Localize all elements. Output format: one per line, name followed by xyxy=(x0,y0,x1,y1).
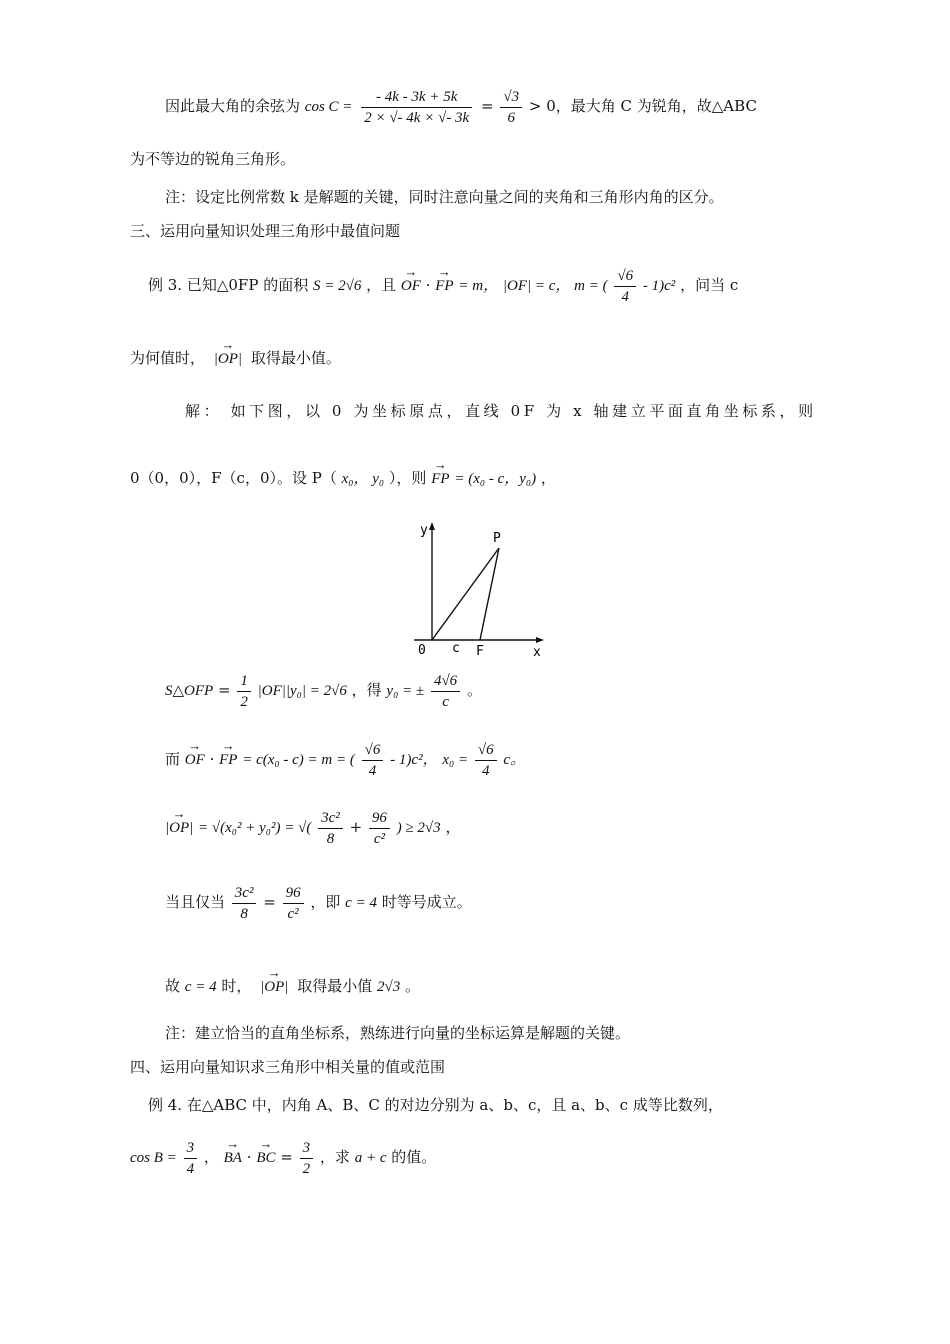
text: 时， xyxy=(221,977,252,995)
math: y₀ = ± xyxy=(386,683,425,699)
math: = √(x₀² + y₀²) = √( xyxy=(198,820,312,836)
fraction xyxy=(362,740,384,781)
fraction xyxy=(232,883,257,924)
y-arrow xyxy=(429,522,435,530)
numerator: √3 xyxy=(500,87,522,108)
fraction xyxy=(500,87,522,128)
denominator: 2 xyxy=(240,693,248,710)
denominator: 8 xyxy=(240,905,248,922)
denominator: 4 xyxy=(368,762,377,779)
y-label: y xyxy=(420,523,428,538)
vector: → BC xyxy=(256,1128,275,1180)
numerator: 3 xyxy=(300,1138,314,1159)
math: cos B = xyxy=(130,1150,177,1166)
section-heading: 三、运用向量知识处理三角形中最值问题 xyxy=(130,222,401,240)
coordinate-diagram xyxy=(400,518,550,660)
text: 当且仅当 xyxy=(165,893,226,911)
area-equation xyxy=(165,668,482,713)
text: 取得最小值。 xyxy=(250,349,341,367)
numerator: 96 xyxy=(369,808,390,829)
numerator: - 4k - 3k + 5k xyxy=(361,87,472,108)
text: ，问当 c xyxy=(680,276,739,294)
numerator: 4√6 xyxy=(431,671,460,692)
numerator: √6 xyxy=(614,266,636,287)
math: - 1)c²， xyxy=(390,752,438,768)
dot: · xyxy=(425,276,431,294)
math: = m， xyxy=(458,278,499,294)
text: > 0，最大角 C 为锐角，故△ABC xyxy=(528,97,757,115)
text: 时等号成立。 xyxy=(381,893,472,911)
dot: · xyxy=(246,1148,252,1166)
denominator: c² xyxy=(373,830,385,847)
vector: → |OP| xyxy=(214,340,242,370)
vector: → FP xyxy=(435,258,453,306)
math: ) ≥ 2√3 xyxy=(396,820,441,836)
example-3-cont xyxy=(130,340,341,370)
origin-label: 0 xyxy=(418,643,426,658)
point-p-label: P xyxy=(493,531,501,546)
math: = c(x₀ - c) = m = ( xyxy=(242,752,355,768)
denominator: 2 × √- 4k × √- 3k xyxy=(364,109,470,126)
equality-condition xyxy=(165,880,472,925)
math: 2√3 xyxy=(376,979,401,995)
example-4-cont xyxy=(130,1128,436,1180)
text: ，求 xyxy=(319,1148,350,1166)
text: 的值。 xyxy=(391,1148,437,1166)
text: 。 xyxy=(405,977,421,995)
denominator: 4 xyxy=(186,1160,195,1177)
fraction xyxy=(184,1138,198,1179)
math: x₀， y₀ xyxy=(341,471,385,487)
math: = xyxy=(481,97,494,115)
numerator: 3 xyxy=(184,1138,198,1159)
x-arrow xyxy=(536,637,544,643)
dot-product-equation xyxy=(165,730,525,782)
numerator: √6 xyxy=(475,740,497,761)
math: c。 xyxy=(503,752,526,768)
vector: → OF xyxy=(185,730,205,782)
text: ，得 xyxy=(351,681,382,699)
text: 故 xyxy=(165,977,181,995)
numerator: 3c² xyxy=(318,808,343,829)
text: ，即 xyxy=(310,893,341,911)
math: S = 2√6 xyxy=(312,278,362,294)
fraction xyxy=(318,808,343,849)
numerator: 1 xyxy=(237,671,251,692)
math: cos C = xyxy=(304,99,353,115)
vector: → |OP| xyxy=(260,964,288,1002)
text: 而 xyxy=(165,750,181,768)
math: c = 4 xyxy=(184,979,217,995)
fraction xyxy=(369,808,390,849)
math: = xyxy=(280,1148,293,1166)
fraction xyxy=(300,1138,314,1179)
note: 注：建立恰当的直角坐标系，熟练进行向量的坐标运算是解题的关键。 xyxy=(165,1024,631,1042)
text: 为何值时， xyxy=(130,349,206,367)
math: S△OFP xyxy=(165,683,214,699)
fraction xyxy=(283,883,304,924)
vector: → BA xyxy=(224,1128,242,1180)
vector: → FP xyxy=(431,460,449,490)
text: ），则 xyxy=(388,469,427,487)
numerator: √6 xyxy=(362,740,384,761)
example-3 xyxy=(148,258,738,307)
numerator: 96 xyxy=(283,883,304,904)
text: 因此最大角的余弦为 xyxy=(165,97,301,115)
math: = xyxy=(217,681,231,699)
numerator: 3c² xyxy=(232,883,257,904)
solution-coords xyxy=(130,460,556,490)
fraction xyxy=(431,671,460,712)
denominator: 8 xyxy=(326,830,335,847)
math: + xyxy=(349,818,363,836)
dot: · xyxy=(209,750,215,768)
note: 注：设定比例常数 k 是解题的关键，同时注意向量之间的夹角和三角形内角的区分。 xyxy=(165,188,724,206)
example-4: 例 4. 在△ABC 中，内角 A、B、C 的对边分别为 a、b、c，且 a、b、c 成等比数列， xyxy=(148,1096,723,1114)
fraction xyxy=(614,266,636,307)
c-label: c xyxy=(452,641,460,656)
text: ，且 xyxy=(366,276,397,294)
denominator: c² xyxy=(287,905,299,922)
math: |OF||y₀| = 2√6 xyxy=(257,683,347,699)
x-label: x xyxy=(533,645,541,660)
text: 0（0，0），F（c，0）。设 P（ xyxy=(130,469,337,487)
conclusion xyxy=(165,964,420,1002)
text: 例 3. 已知△0FP 的面积 xyxy=(148,276,309,294)
denominator: 4 xyxy=(621,288,629,305)
paragraph: 为不等边的锐角三角形。 xyxy=(130,150,296,168)
fraction xyxy=(361,87,472,128)
section-heading: 四、运用向量知识求三角形中相关量的值或范围 xyxy=(130,1058,446,1076)
text: 取得最小值 xyxy=(297,977,373,995)
denominator: 2 xyxy=(302,1160,311,1177)
text: 。 xyxy=(466,681,482,699)
text: ， xyxy=(540,469,556,487)
math: x₀ = xyxy=(442,752,469,768)
solution: 解： 如下图，以 0 为坐标原点，直线 0F 为 x 轴建立平面直角坐标系，则 xyxy=(185,402,817,420)
fraction xyxy=(475,740,497,781)
math: - 1)c² xyxy=(642,278,676,294)
vector: → |OP| xyxy=(165,798,193,850)
math: c = 4 xyxy=(345,895,377,911)
math: = (x₀ - c，y₀) xyxy=(454,471,537,487)
math: |OF| = c， m = ( xyxy=(502,278,608,294)
math: a + c xyxy=(354,1150,387,1166)
point-f-label: F xyxy=(476,644,484,659)
fraction xyxy=(237,671,251,712)
denominator: 4 xyxy=(482,762,490,779)
text: ， xyxy=(203,1148,219,1166)
denominator: 6 xyxy=(507,109,515,126)
denominator: c xyxy=(442,693,449,710)
vector: → OF xyxy=(401,258,421,306)
math: = xyxy=(263,893,276,911)
text: ， xyxy=(445,818,461,836)
vector: → FP xyxy=(219,730,237,782)
cosine-line xyxy=(165,84,757,129)
magnitude-equation xyxy=(165,798,460,850)
